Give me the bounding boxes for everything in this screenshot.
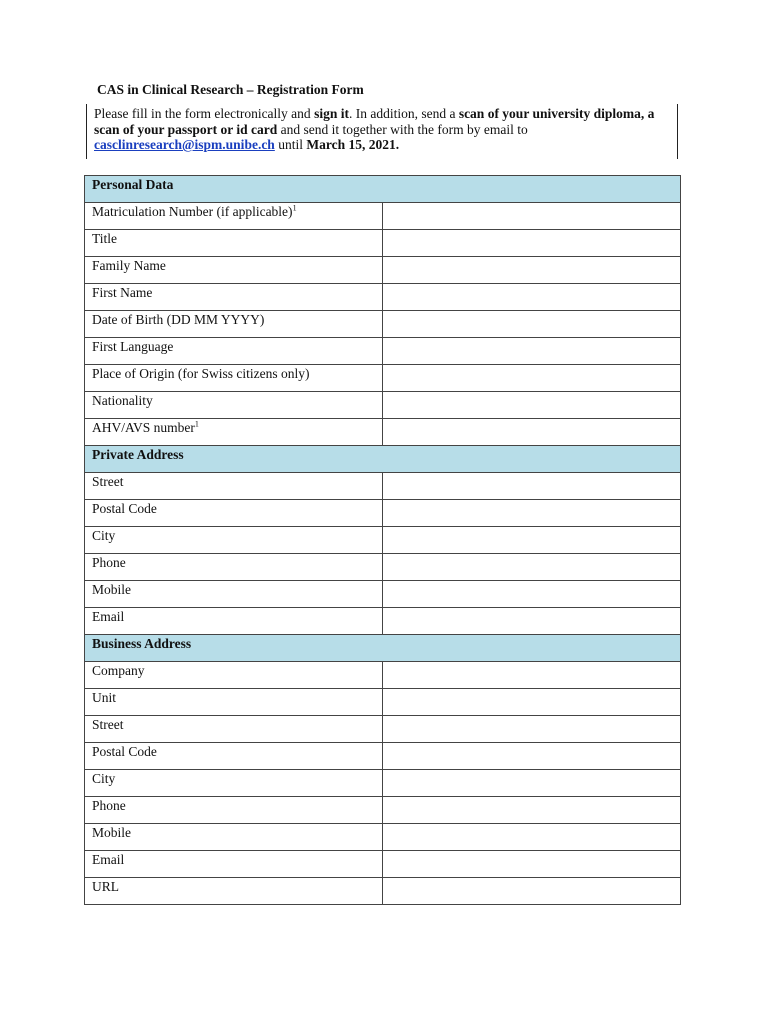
- field-input-personal-7[interactable]: [383, 392, 681, 419]
- field-label: Matriculation Number (if applicable): [92, 204, 293, 219]
- intro-text: until: [274, 137, 307, 152]
- form-row: [85, 365, 681, 392]
- form-row: [85, 689, 681, 716]
- registration-table-body: [85, 176, 681, 905]
- form-row: [85, 284, 681, 311]
- field-input-business-1[interactable]: [383, 689, 681, 716]
- field-label-cell: [85, 851, 383, 878]
- field-input-business-2[interactable]: [383, 716, 681, 743]
- form-row: [85, 257, 681, 284]
- field-label-cell: [85, 878, 383, 905]
- field-label-cell: [85, 554, 383, 581]
- footnote-marker: 1: [194, 419, 199, 429]
- field-label: Street: [92, 474, 124, 489]
- field-label-cell: [85, 797, 383, 824]
- field-label-cell: [85, 716, 383, 743]
- field-label: Postal Code: [92, 501, 157, 516]
- field-label: URL: [92, 879, 119, 894]
- field-label-cell: [85, 257, 383, 284]
- form-row: [85, 392, 681, 419]
- field-label-cell: [85, 419, 383, 446]
- field-label-cell: [85, 311, 383, 338]
- form-row: [85, 500, 681, 527]
- field-label-cell: [85, 527, 383, 554]
- form-row: [85, 878, 681, 905]
- form-row: [85, 203, 681, 230]
- field-input-personal-3[interactable]: [383, 284, 681, 311]
- field-input-personal-6[interactable]: [383, 365, 681, 392]
- field-label: Phone: [92, 798, 126, 813]
- field-label: Mobile: [92, 825, 131, 840]
- field-label: First Language: [92, 339, 174, 354]
- form-row: [85, 311, 681, 338]
- field-label-cell: [85, 662, 383, 689]
- field-input-personal-4[interactable]: [383, 311, 681, 338]
- field-label: Title: [92, 231, 118, 246]
- field-input-business-8[interactable]: [383, 878, 681, 905]
- field-label: Email: [92, 609, 125, 624]
- section-heading: Personal Data: [85, 176, 681, 203]
- form-row: [85, 770, 681, 797]
- field-input-personal-0[interactable]: [383, 203, 681, 230]
- field-input-private-3[interactable]: [383, 554, 681, 581]
- field-input-private-5[interactable]: [383, 608, 681, 635]
- form-row: [85, 743, 681, 770]
- field-input-business-4[interactable]: [383, 770, 681, 797]
- field-label: Company: [92, 663, 145, 678]
- section-heading: Private Address: [85, 446, 681, 473]
- field-input-private-0[interactable]: [383, 473, 681, 500]
- field-label-cell: [85, 473, 383, 500]
- field-input-business-0[interactable]: [383, 662, 681, 689]
- field-input-personal-1[interactable]: [383, 230, 681, 257]
- intro-text: Please fill in the form electronically and: [94, 106, 315, 121]
- field-input-personal-8[interactable]: [383, 419, 681, 446]
- field-label: Unit: [92, 690, 117, 705]
- field-label-cell: [85, 500, 383, 527]
- field-label-cell: [85, 230, 383, 257]
- section-heading: Business Address: [85, 635, 681, 662]
- field-label-cell: [85, 770, 383, 797]
- field-label: Phone: [92, 555, 126, 570]
- field-label: City: [92, 771, 116, 786]
- field-label-cell: [85, 581, 383, 608]
- section-header-business: [85, 635, 681, 662]
- field-label-cell: [85, 392, 383, 419]
- field-input-business-6[interactable]: [383, 824, 681, 851]
- contact-email-link[interactable]: casclinresearch@ispm.unibe.ch: [94, 137, 275, 152]
- field-input-business-5[interactable]: [383, 797, 681, 824]
- field-label: Mobile: [92, 582, 131, 597]
- field-label: First Name: [92, 285, 153, 300]
- form-row: [85, 230, 681, 257]
- form-row: [85, 716, 681, 743]
- intro-text: . In addition, send a: [348, 106, 459, 121]
- form-title: CAS in Clinical Research – Registration Form: [97, 82, 364, 97]
- field-label: AHV/AVS number: [92, 420, 195, 435]
- field-label: Family Name: [92, 258, 166, 273]
- form-row: [85, 419, 681, 446]
- field-label: Nationality: [92, 393, 153, 408]
- form-row: [85, 338, 681, 365]
- form-row: [85, 473, 681, 500]
- field-input-private-1[interactable]: [383, 500, 681, 527]
- instructions-box: [86, 104, 678, 159]
- footnote-marker: 1: [292, 203, 297, 213]
- field-input-personal-5[interactable]: [383, 338, 681, 365]
- form-row: [85, 554, 681, 581]
- field-input-private-2[interactable]: [383, 527, 681, 554]
- intro-bold-documents: scan of your university diploma, a scan of your passport or id card: [94, 106, 655, 137]
- field-input-business-3[interactable]: [383, 743, 681, 770]
- field-input-private-4[interactable]: [383, 581, 681, 608]
- intro-bold-sign: sign it: [314, 106, 349, 121]
- field-label-cell: [85, 689, 383, 716]
- form-row: [85, 797, 681, 824]
- field-label: Street: [92, 717, 124, 732]
- field-input-business-7[interactable]: [383, 851, 681, 878]
- field-label: Postal Code: [92, 744, 157, 759]
- field-label-cell: [85, 284, 383, 311]
- field-label-cell: [85, 608, 383, 635]
- form-row: [85, 824, 681, 851]
- intro-text: and send it together with the form by email to: [277, 121, 528, 137]
- field-label: Email: [92, 852, 125, 867]
- field-label-cell: [85, 365, 383, 392]
- form-row: [85, 527, 681, 554]
- field-label-cell: [85, 743, 383, 770]
- field-label-cell: [85, 824, 383, 851]
- field-label: Place of Origin (for Swiss citizens only): [92, 366, 310, 381]
- section-header-personal: [85, 176, 681, 203]
- field-label-cell: [85, 203, 383, 230]
- form-row: [85, 851, 681, 878]
- section-header-private: [85, 446, 681, 473]
- form-row: [85, 662, 681, 689]
- field-label: City: [92, 528, 116, 543]
- form-row: [85, 608, 681, 635]
- field-input-personal-2[interactable]: [383, 257, 681, 284]
- registration-table: [84, 175, 681, 905]
- deadline-date: March 15, 2021.: [306, 137, 400, 152]
- field-label: Date of Birth (DD MM YYYY): [92, 312, 265, 327]
- field-label-cell: [85, 338, 383, 365]
- form-row: [85, 581, 681, 608]
